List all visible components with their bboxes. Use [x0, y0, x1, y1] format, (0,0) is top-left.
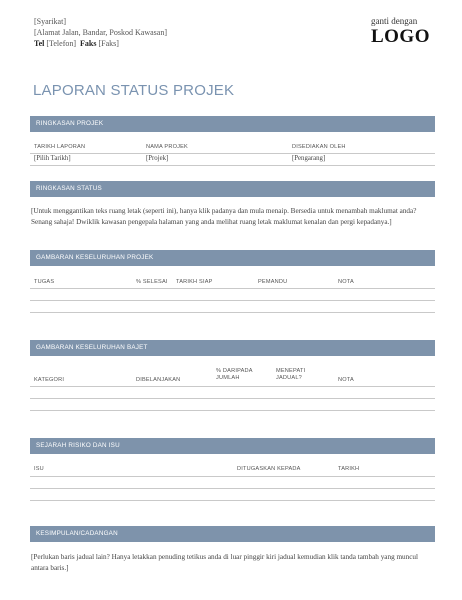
tel-value[interactable]: [Telefon] — [46, 39, 77, 48]
company-info — [34, 16, 167, 49]
col-kategori: KATEGORI — [34, 377, 65, 383]
label-tarikh-laporan: TARIKH LAPORAN — [34, 144, 86, 150]
col-dibelanjakan: DIBELANJAKAN — [136, 377, 181, 383]
company-contact — [34, 38, 167, 49]
table-row[interactable] — [30, 312, 435, 313]
report-date-field[interactable]: [Pilih Tarikh] — [34, 155, 71, 162]
col-isu: ISU — [34, 466, 44, 472]
col-ditugaskan-kepada: DITUGASKAN KEPADA — [237, 466, 301, 472]
section-header-gambaran-projek: GAMBARAN KESELURUHAN PROJEK — [30, 250, 435, 266]
col-peratus-jumlah: % DARIPADA JUMLAH — [216, 368, 253, 381]
table-row[interactable] — [30, 410, 435, 411]
col-tarikh: TARIKH — [338, 466, 360, 472]
fax-label: Faks — [80, 39, 97, 48]
section-header-kesimpulan: KESIMPULAN/CADANGAN — [30, 526, 435, 542]
col-tugas: TUGAS — [34, 279, 55, 285]
company-name[interactable]: [Syarikat] — [34, 17, 66, 26]
project-name-field[interactable]: [Projek] — [146, 155, 169, 162]
author-field[interactable]: [Pengarang] — [292, 155, 326, 162]
fax-value[interactable]: [Faks] — [98, 39, 119, 48]
divider — [30, 386, 435, 387]
company-address[interactable]: [Alamat Jalan, Bandar, Poskod Kawasan] — [34, 28, 167, 37]
conclusion-text[interactable]: [Perlukan baris jadual lain? Hanya letakkan penuding tetikus anda di luar pinggir kiri jadual kemudian klik tanda tambah yang muncul antara baris.] — [31, 553, 419, 572]
label-nama-projek: NAMA PROJEK — [146, 144, 188, 150]
divider — [30, 288, 435, 289]
divider — [30, 153, 435, 154]
table-row[interactable] — [30, 500, 435, 501]
table-row[interactable] — [30, 488, 435, 489]
col-tarikh-siap: TARIKH SIAP — [176, 279, 213, 285]
label-disediakan-oleh: DISEDIAKAN OLEH — [292, 144, 346, 150]
col-menepati-jadual: MENEPATI JADUAL? — [276, 368, 306, 381]
table-row[interactable] — [30, 398, 435, 399]
logo-placeholder[interactable] — [371, 16, 430, 47]
section-header-ringkasan-status: RINGKASAN STATUS — [30, 181, 435, 197]
col-pemandu: PEMANDU — [258, 279, 288, 285]
divider — [30, 476, 435, 477]
table-row[interactable] — [30, 300, 435, 301]
col-nota: NOTA — [338, 279, 354, 285]
page-title: LAPORAN STATUS PROJEK — [33, 82, 235, 99]
col-peratus-selesai: % SELESAI — [136, 279, 168, 285]
logo-text: LOGO — [370, 26, 430, 47]
col-nota-bajet: NOTA — [338, 377, 354, 383]
status-summary-text[interactable]: [Untuk menggantikan teks ruang letak (seperti ini), hanya klik padanya dan mula menaip. Bersedia untuk menambah maklumat anda? Senang sahaja! Dwiklik kawasan pengepala halaman yang anda melihat ruang letak maklumat kenalan dan pergi kepadanya.] — [31, 207, 417, 226]
section-header-sejarah: SEJARAH RISIKO DAN ISU — [30, 438, 435, 454]
section-header-gambaran-bajet: GAMBARAN KESELURUHAN BAJET — [30, 340, 435, 356]
divider — [30, 165, 435, 166]
tel-label: Tel — [34, 39, 45, 48]
logo-caption: ganti dengan — [370, 16, 418, 26]
section-header-ringkasan-projek: RINGKASAN PROJEK — [30, 116, 435, 132]
